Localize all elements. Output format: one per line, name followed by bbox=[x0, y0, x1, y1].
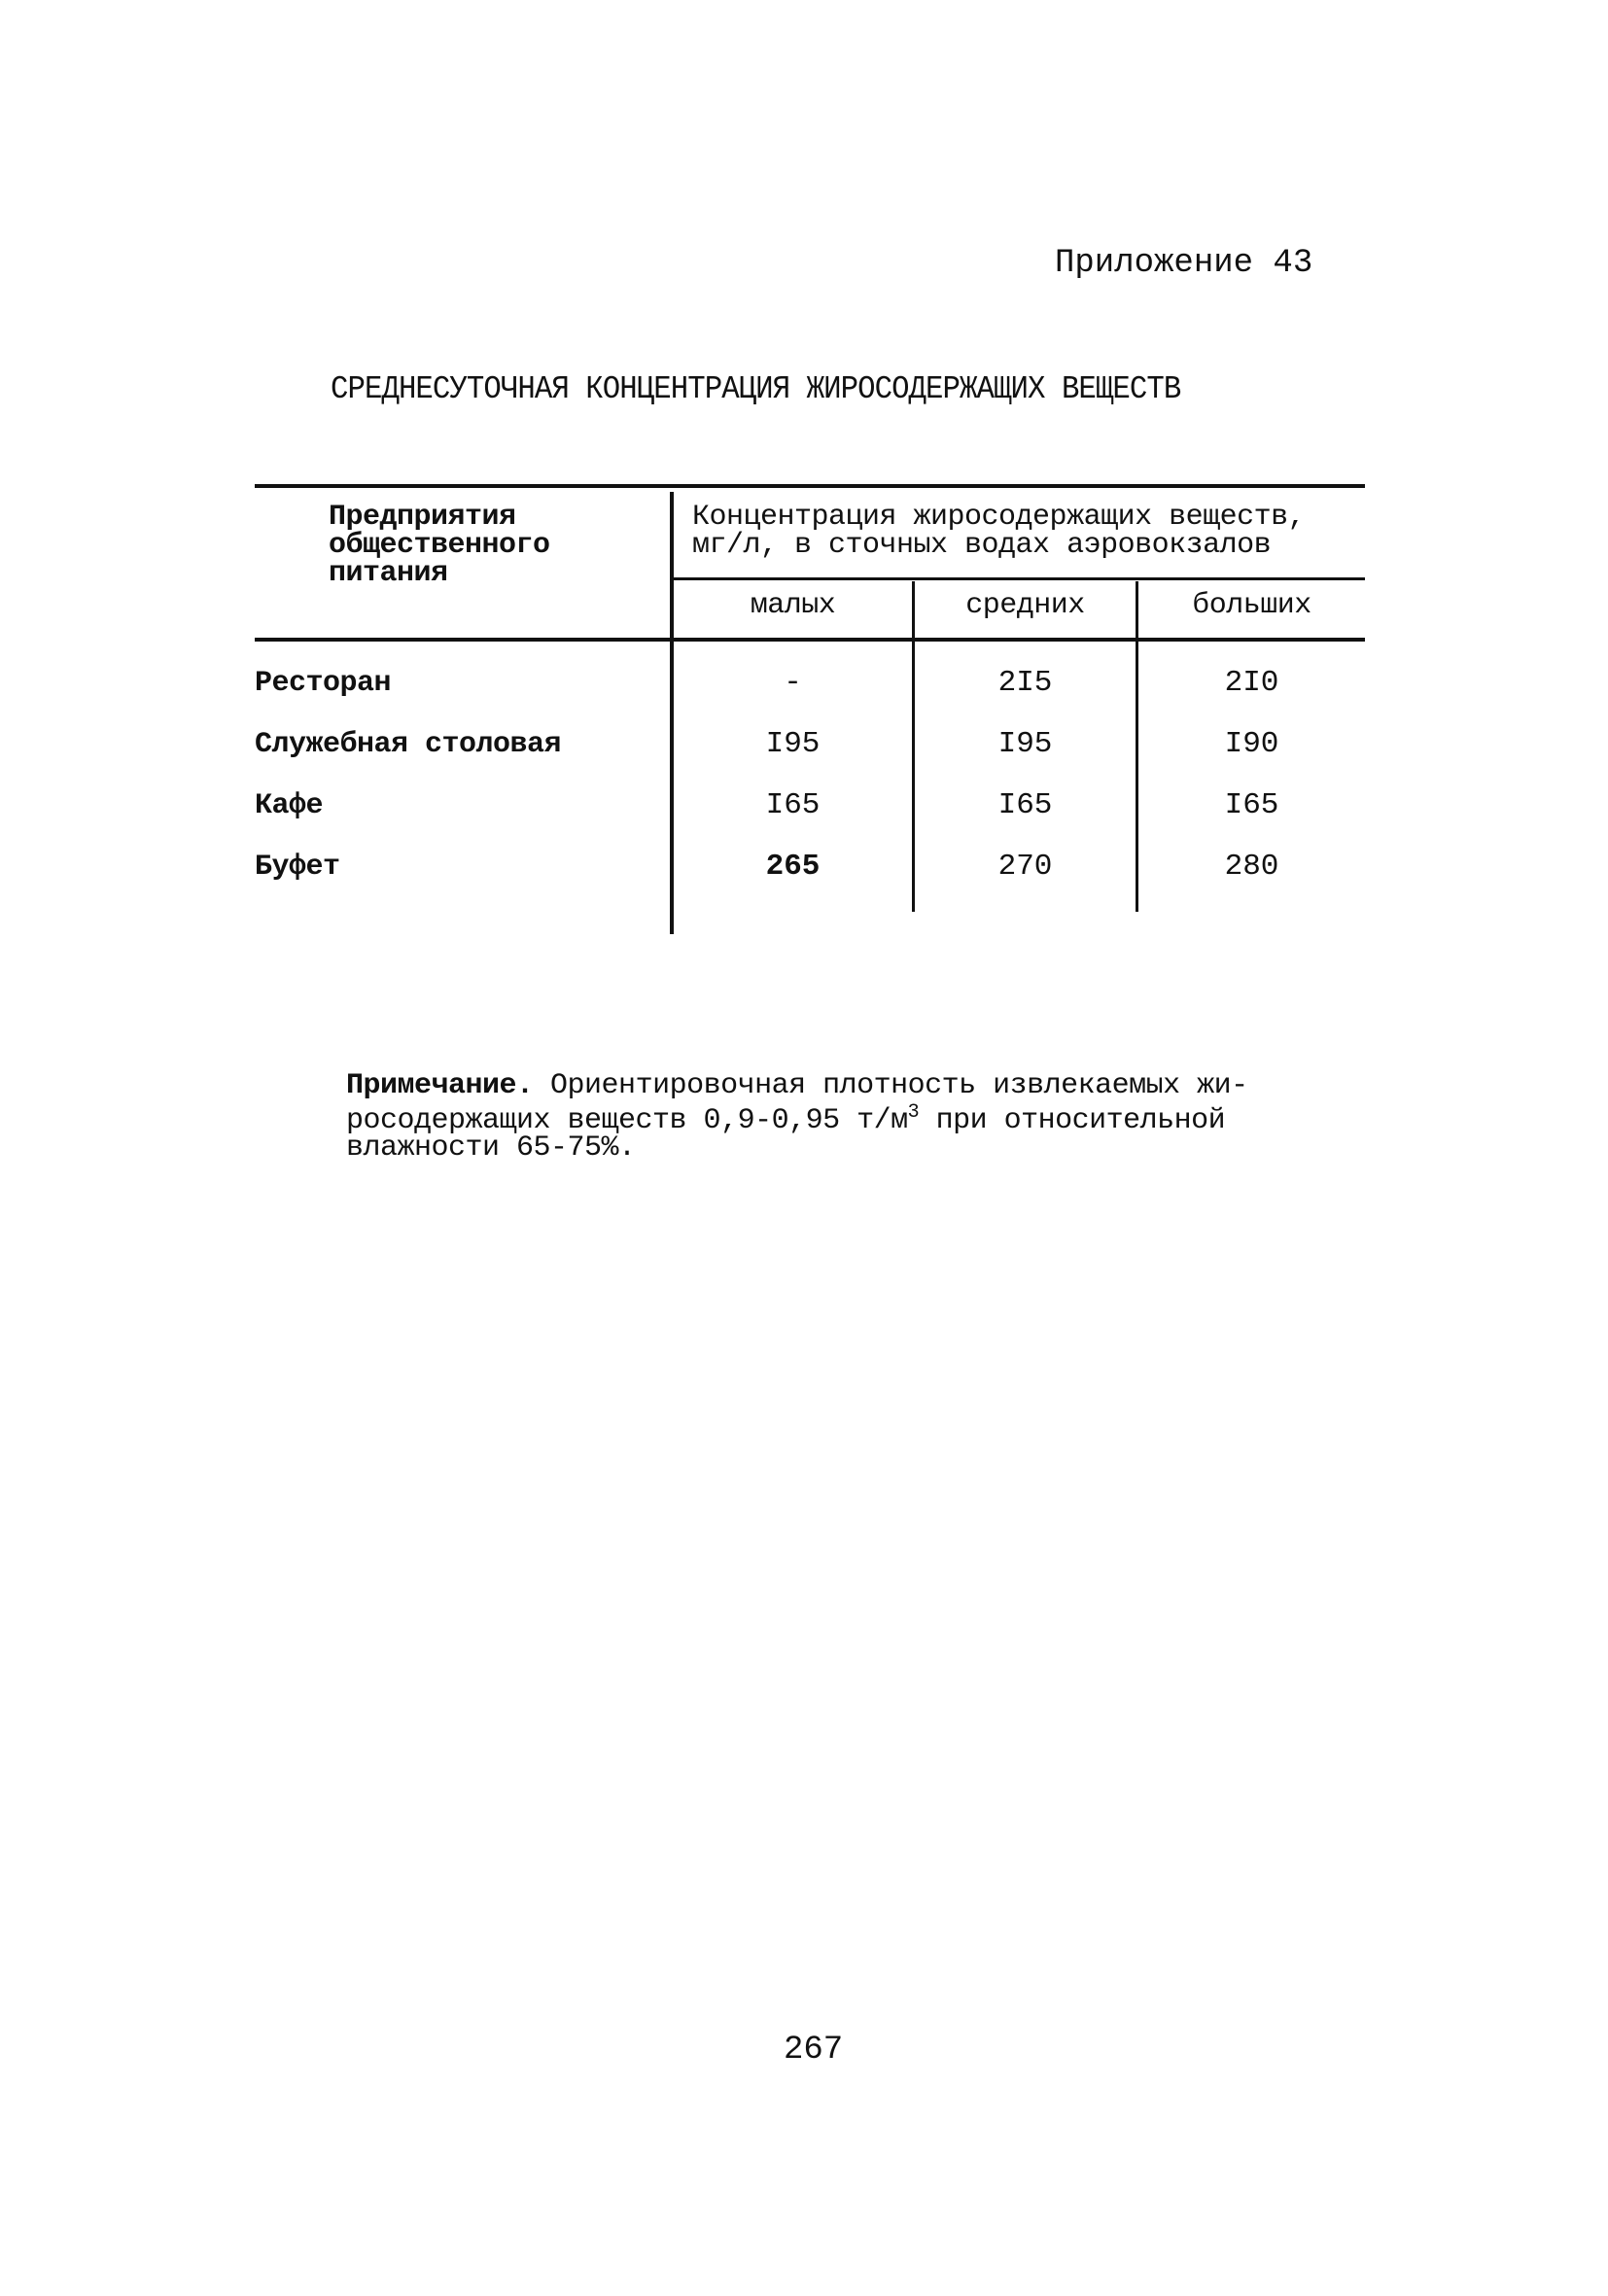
page-title: СРЕДНЕСУТОЧНАЯ КОНЦЕНТРАЦИЯ ЖИРОСОДЕРЖАЩИХ ВЕЩЕСТВ bbox=[331, 371, 1181, 407]
note-label: Примечание. bbox=[346, 1069, 534, 1102]
note-superscript: 3 bbox=[907, 1101, 920, 1124]
table-cell: I95 bbox=[765, 727, 821, 761]
table-row-name: Кафе bbox=[255, 789, 324, 822]
header-bottom-rule bbox=[255, 638, 1365, 642]
header-enterprise-line: Предприятия bbox=[329, 501, 516, 534]
table-cell: 2I5 bbox=[997, 666, 1053, 700]
table-cell: 265 bbox=[765, 850, 821, 884]
appendix-label: Приложение 43 bbox=[1055, 245, 1313, 282]
header-concentration-line: Концентрация жиросодержащих веществ, bbox=[692, 501, 1306, 534]
subheader-rule bbox=[671, 577, 1365, 580]
header-enterprise bbox=[329, 501, 550, 590]
subheader-medium: средних bbox=[965, 589, 1085, 622]
table-top-rule bbox=[255, 484, 1365, 488]
table-cell: I65 bbox=[765, 788, 821, 822]
note-text: росодержащих веществ 0,9-0,95 т/м bbox=[346, 1104, 908, 1137]
table-note bbox=[346, 1069, 1248, 1165]
table-cell: I65 bbox=[1224, 788, 1279, 822]
table-cell: 280 bbox=[1224, 850, 1279, 884]
table-row-name: Ресторан bbox=[255, 667, 392, 700]
header-concentration bbox=[692, 501, 1306, 562]
table-cell: I65 bbox=[997, 788, 1053, 822]
table-cell: I95 bbox=[997, 727, 1053, 761]
subheader-large: больших bbox=[1192, 589, 1311, 622]
note-text: Ориентировочная плотность извлекаемых жи- bbox=[533, 1069, 1248, 1102]
note-line bbox=[346, 1099, 1248, 1137]
subheader-small: малых bbox=[750, 589, 836, 622]
header-enterprise-line: питания bbox=[329, 557, 448, 590]
header-concentration-line: мг/л, в сточных водах аэровокзалов bbox=[692, 529, 1272, 562]
note-text: при относительной bbox=[919, 1104, 1226, 1137]
note-line bbox=[346, 1069, 1248, 1102]
table-cell: I90 bbox=[1224, 727, 1279, 761]
concentration-table bbox=[255, 484, 1365, 936]
table-row-name: Буфет bbox=[255, 851, 340, 884]
header-enterprise-line: общественного bbox=[329, 529, 550, 562]
table-cell: 270 bbox=[997, 850, 1053, 884]
table-row-name: Служебная столовая bbox=[255, 728, 562, 761]
table-cell: 2I0 bbox=[1224, 666, 1279, 700]
table-cell: - bbox=[784, 666, 802, 700]
note-line: влажности 65-75%. bbox=[346, 1131, 636, 1165]
page-number: 267 bbox=[784, 2032, 844, 2069]
